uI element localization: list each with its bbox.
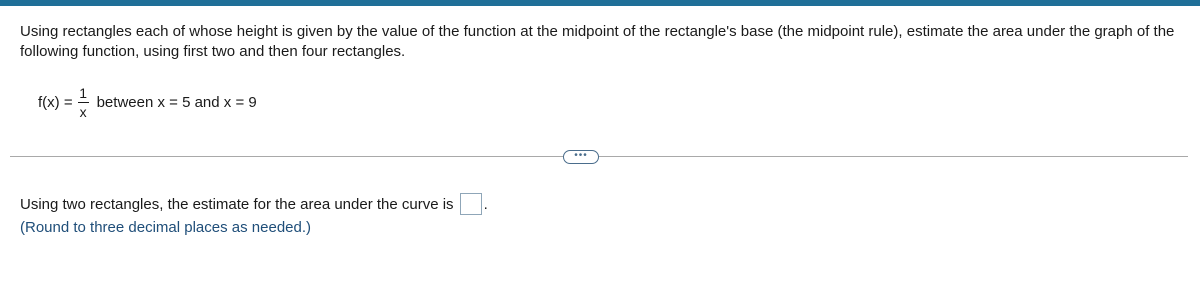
fraction-bar [78, 102, 89, 103]
function-definition [38, 80, 257, 124]
ellipsis-icon: ••• [574, 150, 588, 161]
rounding-hint: (Round to three decimal places as needed.) [20, 219, 312, 236]
function-lhs: f(x) = [38, 93, 73, 111]
top-accent-bar [0, 0, 1200, 6]
answer-suffix: . [483, 195, 488, 213]
answer-row [20, 193, 488, 215]
section-divider [10, 156, 1188, 157]
question-text: Using rectangles each of whose height is given by the value of the function at the midpoint of the rectangle's base (the midpoint rule), estimate the area under the graph of the following function, using first two and then four rectangles. [20, 23, 1175, 60]
function-range: between x = 5 and x = 9 [96, 93, 257, 111]
expand-more-button[interactable] [563, 150, 599, 164]
answer-input-box[interactable] [460, 193, 482, 215]
fraction-numerator: 1 [79, 84, 87, 101]
answer-prompt: Using two rectangles, the estimate for the area under the curve is [20, 195, 454, 213]
fraction [78, 85, 89, 120]
fraction-denominator: x [79, 103, 87, 120]
